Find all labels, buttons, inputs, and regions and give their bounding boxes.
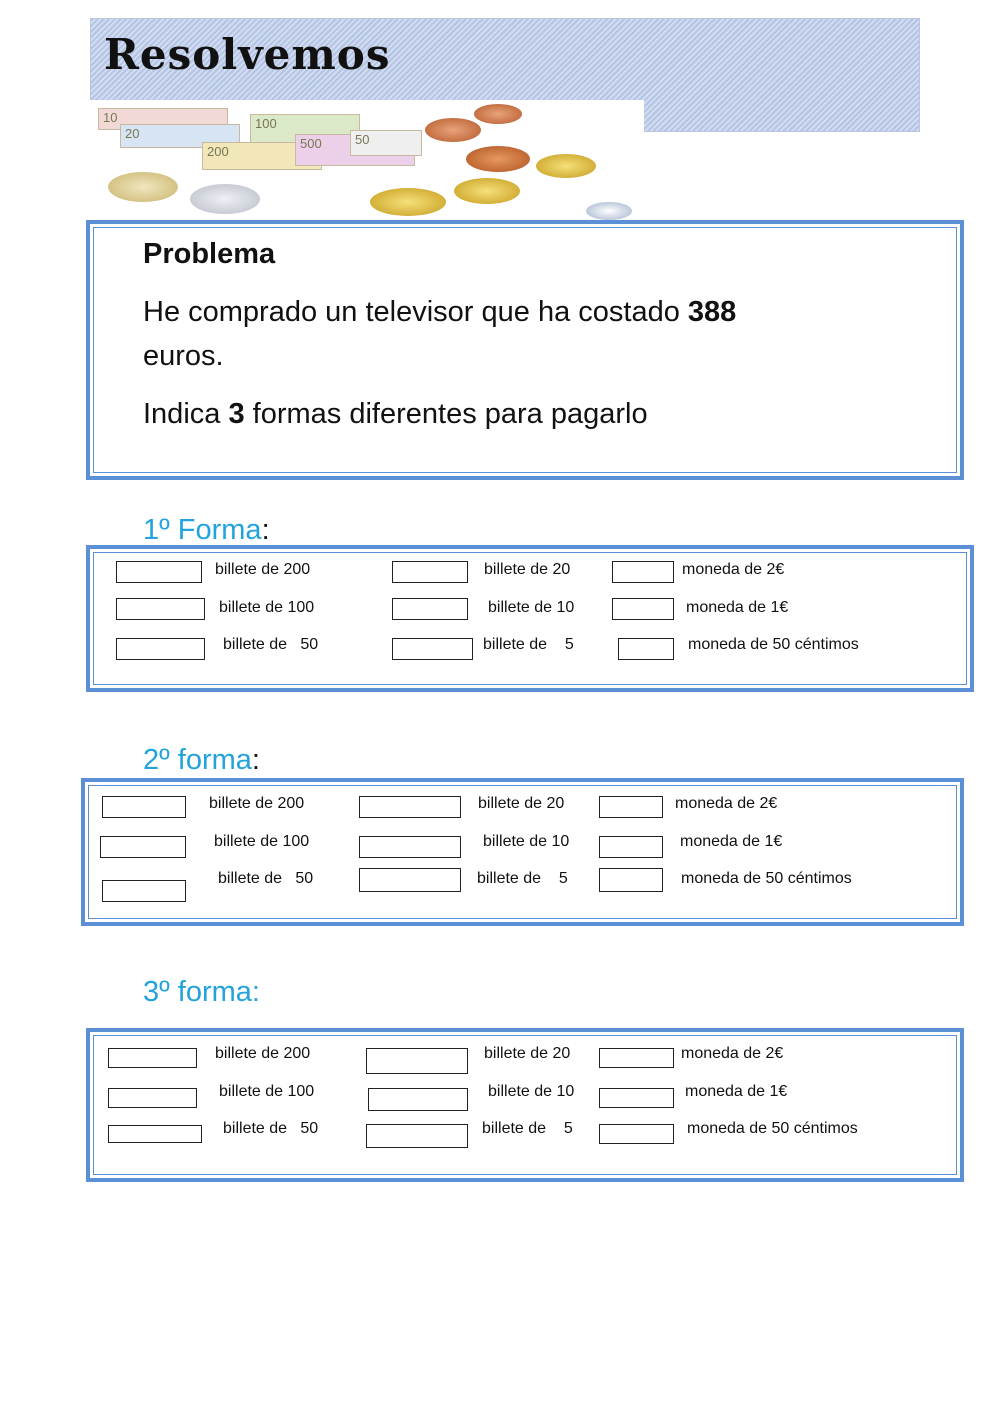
input-moneda-1[interactable] <box>612 598 674 620</box>
input-moneda-50[interactable] <box>599 1124 674 1144</box>
label-billete-100: billete de 100 <box>214 833 310 850</box>
label-billete-200: billete de 200 <box>209 795 305 812</box>
input-billete-20[interactable] <box>392 561 468 583</box>
label-billete-50: billete de 50 <box>223 1120 319 1137</box>
label-billete-200: billete de 200 <box>215 1045 311 1062</box>
label-billete-50: billete de 50 <box>218 870 314 887</box>
section-title-text: 2º forma <box>143 744 252 776</box>
coin <box>425 118 481 142</box>
input-billete-20[interactable] <box>359 796 461 818</box>
label-billete-20: billete de 20 <box>478 795 565 812</box>
problem-text: He comprado un televisor que ha costado <box>143 296 688 328</box>
section-title-colon: : <box>251 744 260 776</box>
label-billete-100: billete de 100 <box>219 1083 315 1100</box>
banknote: 50 <box>350 130 422 156</box>
input-billete-200[interactable] <box>102 796 186 818</box>
input-billete-10[interactable] <box>368 1088 468 1111</box>
banknote: 10 <box>98 108 228 130</box>
label-billete-5: billete de 5 <box>482 1120 573 1137</box>
problem-statement-line-1 <box>143 296 736 329</box>
input-billete-50[interactable] <box>108 1125 202 1143</box>
label-moneda-2: moneda de 2€ <box>681 1045 784 1062</box>
input-billete-100[interactable] <box>108 1088 197 1108</box>
input-moneda-2[interactable] <box>612 561 674 583</box>
label-billete-100: billete de 100 <box>219 599 315 616</box>
input-moneda-1[interactable] <box>599 1088 674 1108</box>
coin <box>108 172 178 202</box>
banknote: 100 <box>250 114 360 144</box>
input-billete-10[interactable] <box>359 836 461 858</box>
price-amount: 388 <box>687 296 737 328</box>
coin <box>190 184 260 214</box>
section-title-2 <box>143 744 260 777</box>
label-billete-10: billete de 10 <box>488 1083 575 1100</box>
label-billete-5: billete de 5 <box>483 636 574 653</box>
coin <box>370 188 446 216</box>
label-billete-20: billete de 20 <box>484 561 571 578</box>
label-moneda-1: moneda de 1€ <box>680 833 783 850</box>
label-moneda-50: moneda de 50 céntimos <box>687 1120 858 1137</box>
section-title-text: 1º Forma <box>143 514 262 546</box>
input-billete-5[interactable] <box>359 868 461 892</box>
ways-count: 3 <box>228 398 245 430</box>
label-moneda-2: moneda de 2€ <box>682 561 785 578</box>
coin <box>586 202 632 220</box>
input-billete-100[interactable] <box>116 598 205 620</box>
coin <box>454 178 520 204</box>
banknote: 200 <box>202 142 322 170</box>
section-title-3: 3º forma: <box>143 976 260 1008</box>
input-billete-200[interactable] <box>108 1048 197 1068</box>
banknote: 500 <box>295 134 415 166</box>
input-billete-10[interactable] <box>392 598 468 620</box>
label-billete-20: billete de 20 <box>484 1045 571 1062</box>
problem-statement-line-3 <box>143 398 648 431</box>
label-billete-10: billete de 10 <box>488 599 575 616</box>
problem-heading: Problema <box>143 238 276 270</box>
label-billete-200: billete de 200 <box>215 561 311 578</box>
page-title: Resolvemos <box>104 30 391 79</box>
label-moneda-50: moneda de 50 céntimos <box>688 636 859 653</box>
input-billete-200[interactable] <box>116 561 202 583</box>
input-billete-50[interactable] <box>116 638 205 660</box>
input-moneda-50[interactable] <box>599 868 663 892</box>
label-billete-5: billete de 5 <box>477 870 568 887</box>
coin <box>536 154 596 178</box>
input-moneda-2[interactable] <box>599 1048 674 1068</box>
problem-statement-line-2: euros. <box>143 340 224 372</box>
input-billete-100[interactable] <box>100 836 186 858</box>
input-moneda-2[interactable] <box>599 796 663 818</box>
label-billete-50: billete de 50 <box>223 636 319 653</box>
problem-text: Indica <box>143 398 229 430</box>
coin <box>466 146 530 172</box>
input-billete-5[interactable] <box>392 638 473 660</box>
input-moneda-50[interactable] <box>618 638 674 660</box>
section-title-colon: : <box>261 514 270 546</box>
input-billete-5[interactable] <box>366 1124 468 1148</box>
section-title-1 <box>143 514 270 547</box>
problem-text: formas diferentes para pagarlo <box>244 398 648 430</box>
input-moneda-1[interactable] <box>599 836 663 858</box>
input-billete-50[interactable] <box>102 880 186 902</box>
euro-money-image <box>90 100 644 220</box>
label-moneda-1: moneda de 1€ <box>685 1083 788 1100</box>
coin <box>474 104 522 124</box>
label-moneda-2: moneda de 2€ <box>675 795 778 812</box>
label-moneda-50: moneda de 50 céntimos <box>681 870 852 887</box>
input-billete-20[interactable] <box>366 1048 468 1074</box>
banknote: 20 <box>120 124 240 148</box>
label-moneda-1: moneda de 1€ <box>686 599 789 616</box>
label-billete-10: billete de 10 <box>483 833 570 850</box>
